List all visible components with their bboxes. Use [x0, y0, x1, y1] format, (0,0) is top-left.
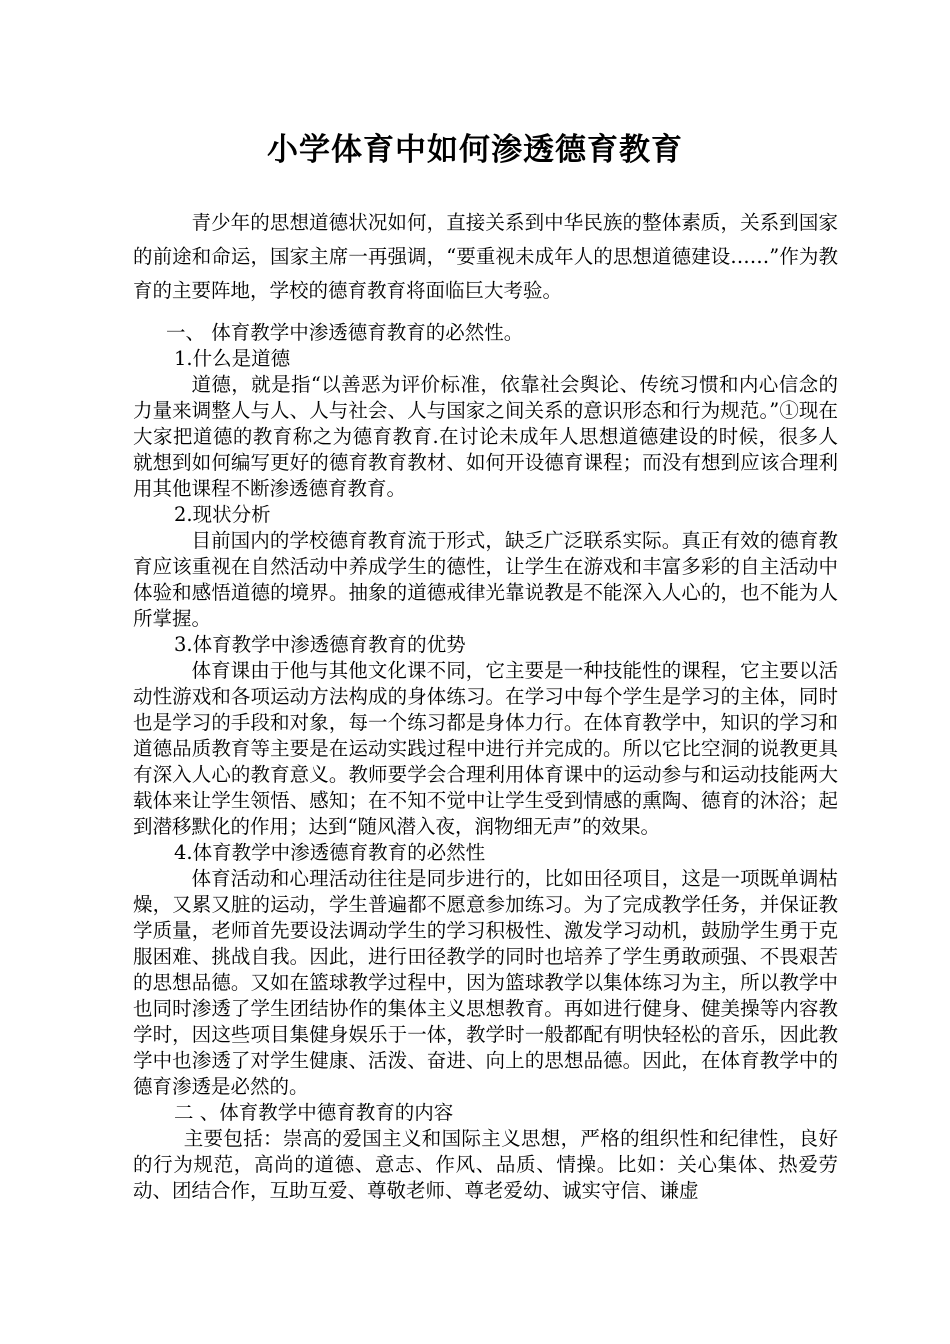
intro-paragraph: 青少年的思想道德状况如何，直接关系到中华民族的整体素质，关系到国家的前途和命运，国家主席一再强调，“要重视未成年人的思想道德建设……”作为教育的主要阵地，学校的德育教育将面临巨大考验。: [133, 211, 838, 302]
section-1-heading: 一、 体育教学中渗透德育教育的必然性。: [166, 321, 524, 344]
subsection-1-paragraph: 道德，就是指“以善恶为评价标准，依靠社会舆论、传统习惯和内心信念的力量来调整人与人、人与社会、人与国家之间关系的意识形态和行为规范。”①现在大家把道德的教育称之为德育教育.在讨论未成年人思想道德建设的时候，很多人就想到如何编写更好的德育教育教材、如何开设德育课程；而没有想到应该合理利用其他课程不断渗透德育教育。: [133, 373, 838, 500]
document-title: 小学体育中如何渗透德育教育: [267, 132, 683, 168]
subsection-2-paragraph: 目前国内的学校德育教育流于形式，缺乏广泛联系实际。真正有效的德育教育应该重视在自然活动中养成学生的德性，让学生在游戏和丰富多彩的自主活动中体验和感悟道德的境界。抽象的道德戒律光靠说教是不能深入人心的，也不能为人所掌握。: [133, 529, 838, 630]
subsection-2-heading: 2.现状分析: [174, 503, 271, 526]
section-2-paragraph: 主要包括：崇高的爱国主义和国际主义思想，严格的组织性和纪律性，良好的行为规范，高尚的道德、意志、作风、品质、情操。比如：关心集体、热爱劳动、团结合作，互助互爱、尊敬老师、尊老爱幼、诚实守信、谦虚: [133, 1127, 838, 1202]
body-block: [133, 320, 838, 1204]
intro-block: [133, 206, 838, 308]
subsection-3-heading: 3.体育教学中渗透德育教育的优势: [174, 633, 466, 656]
subsection-4-paragraph: 体育活动和心理活动往往是同步进行的，比如田径项目，这是一项既单调枯燥，又累又脏的运动，学生普遍都不愿意参加练习。为了完成教学任务，并保证教学质量，老师首先要设法调动学生的学习积极性、激发学习动机，鼓励学生勇于克服困难、挑战自我。因此，进行田径教学的同时也培养了学生勇敢顽强、不畏艰苦的思想品德。又如在篮球教学过程中，因为篮球教学以集体练习为主，所以教学中也同时渗透了学生团结协作的集体主义思想教育。再如进行健身、健美操等内容教学时，因这些项目集健身娱乐于一体，教学时一般都配有明快轻松的音乐，因此教学中也渗透了对学生健康、活泼、奋进、向上的思想品德。因此，在体育教学中的德育渗透是必然的。: [133, 867, 838, 1098]
subsection-1-heading: 1.什么是道德: [174, 347, 291, 370]
section-2-heading: 二 、体育教学中德育教育的内容: [174, 1101, 454, 1124]
subsection-4-heading: 4.体育教学中渗透德育教育的必然性: [174, 841, 486, 864]
subsection-3-paragraph: 体育课由于他与其他文化课不同，它主要是一种技能性的课程，它主要以活动性游戏和各项运动方法构成的身体练习。在学习中每个学生是学习的主体，同时也是学习的手段和对象，每一个练习都是身体力行。在体育教学中，知识的学习和道德品质教育等主要是在运动实践过程中进行并完成的。所以它比空洞的说教更具有深入人心的教育意义。教师要学会合理利用体育课中的运动参与和运动技能两大载体来让学生领悟、感知；在不知不觉中让学生受到情感的熏陶、德育的沐浴；起到潜移默化的作用；达到“随风潜入夜，润物细无声”的效果。: [133, 659, 838, 838]
